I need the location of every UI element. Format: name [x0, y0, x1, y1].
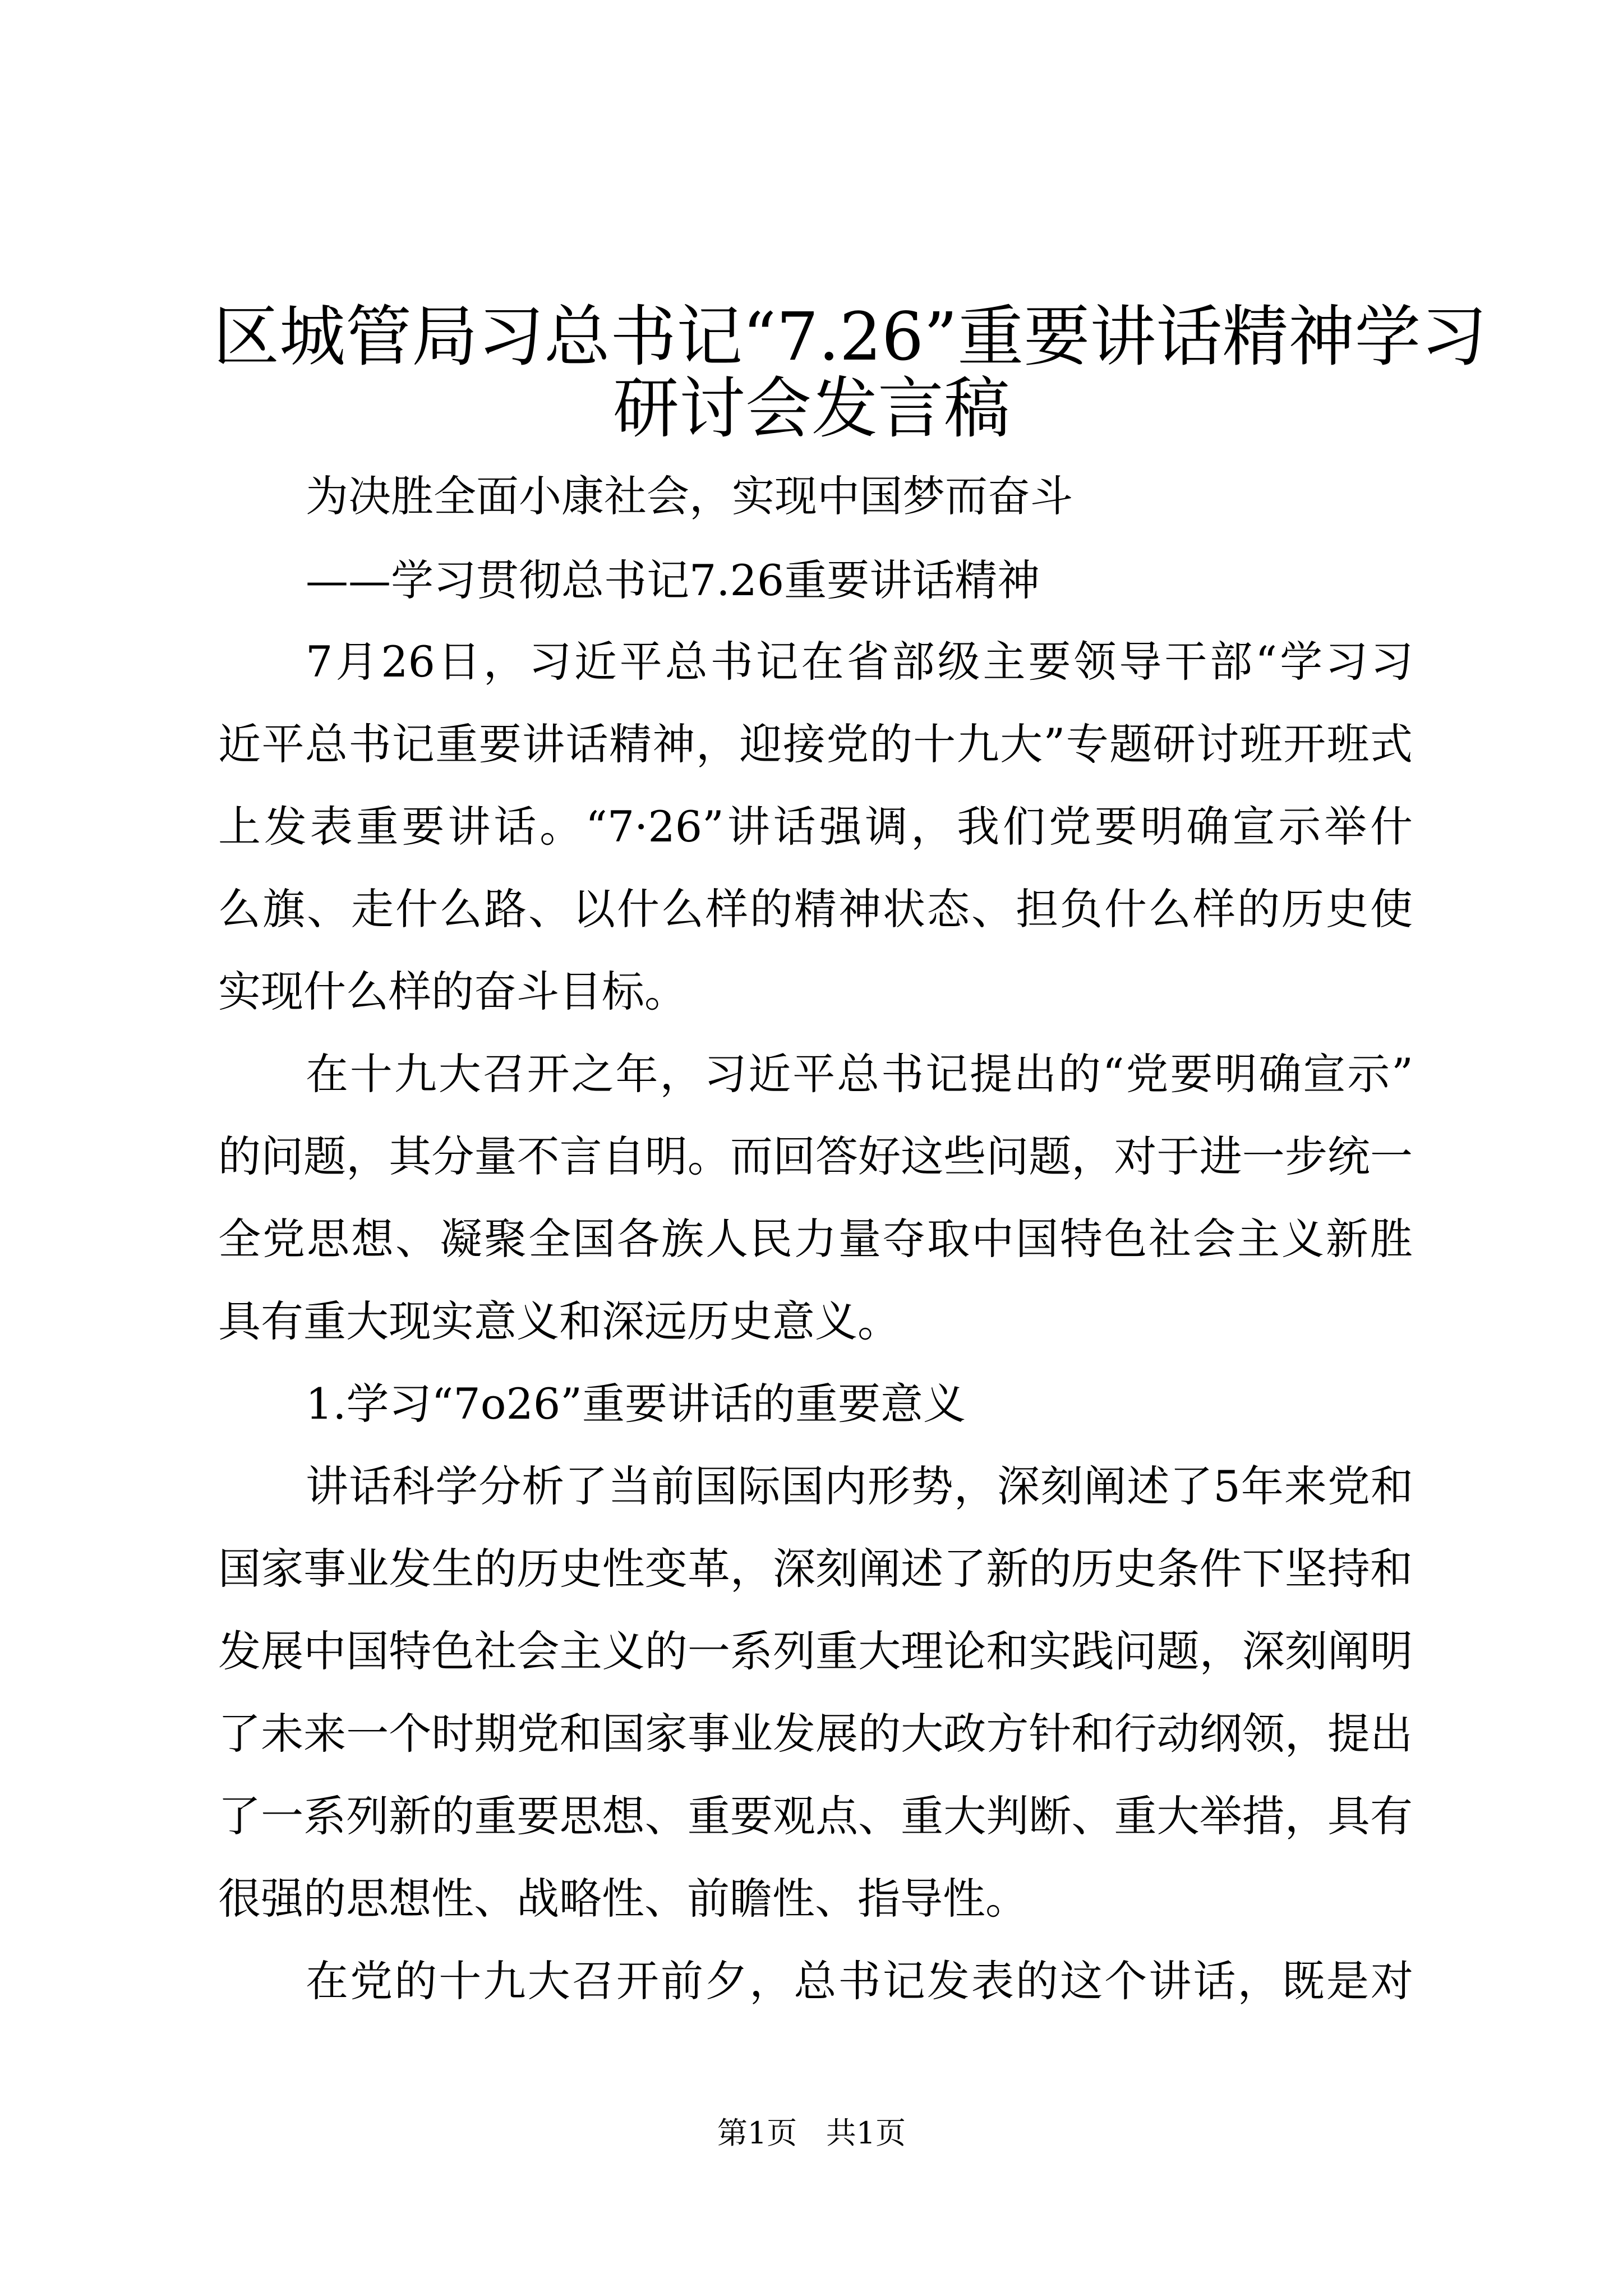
- paragraph-1-line-2: 近平总书记重要讲话精神，迎接党的十九大”专题研讨班开班式: [218, 719, 1413, 769]
- document-title-line-1: 区城管局习总书记“7.26”重要讲话精神学习: [213, 298, 1487, 375]
- page-footer: [0, 2114, 1623, 2153]
- page-separator: [806, 2115, 816, 2151]
- paragraph-2-line-3: 全党思想、凝聚全国各族人民力量夺取中国特色社会主义新胜: [218, 1214, 1413, 1264]
- paragraph-1-line-3: 上发表重要讲话。“7·26”讲话强调，我们党要明确宣示举什: [218, 802, 1413, 852]
- paragraph-1-line-5: 实现什么样的奋斗目标。: [218, 967, 687, 1016]
- paragraph-1-line-1: 7月26日，习近平总书记在省部级主要领导干部“学习习: [306, 637, 1413, 687]
- paragraph-2-line-1: 在十九大召开之年，习近平总书记提出的“党要明确宣示”: [306, 1049, 1413, 1099]
- subtitle: 为决胜全面小康社会，实现中国梦而奋斗: [306, 471, 1073, 521]
- subtitle-2: ——学习贯彻总书记7.26重要讲话精神: [306, 555, 1040, 605]
- paragraph-2-line-4: 具有重大现实意义和深远历史意义。: [218, 1296, 900, 1346]
- paragraph-3-line-1: 讲话科学分析了当前国际国内形势，深刻阐述了5年来党和: [306, 1461, 1413, 1511]
- paragraph-3-line-6: 很强的思想性、战略性、前瞻性、指导性。: [218, 1874, 1028, 1924]
- paragraph-3-line-2: 国家事业发生的历史性变革，深刻阐述了新的历史条件下坚持和: [218, 1544, 1413, 1594]
- paragraph-3-line-4: 了未来一个时期党和国家事业发展的大政方针和行动纲领，提出: [218, 1709, 1413, 1759]
- paragraph-3-line-5: 了一系列新的重要思想、重要观点、重大判断、重大举措，具有: [218, 1791, 1413, 1841]
- paragraph-2-line-2: 的问题，其分量不言自明。而回答好这些问题，对于进一步统一: [218, 1131, 1413, 1181]
- paragraph-4-line-1: 在党的十九大召开前夕，总书记发表的这个讲话，既是对: [306, 1956, 1413, 2006]
- section-heading-1: 1.学习“7o26”重要讲话的重要意义: [306, 1379, 966, 1429]
- page-total: 共1页: [826, 2115, 906, 2151]
- document-title-line-2: 研讨会发言稿: [612, 370, 1010, 447]
- paragraph-3-line-3: 发展中国特色社会主义的一系列重大理论和实践问题，深刻阐明: [218, 1626, 1413, 1676]
- paragraph-1-line-4: 么旗、走什么路、以什么样的精神状态、担负什么样的历史使: [218, 884, 1413, 934]
- page-number: 第1页: [717, 2115, 797, 2151]
